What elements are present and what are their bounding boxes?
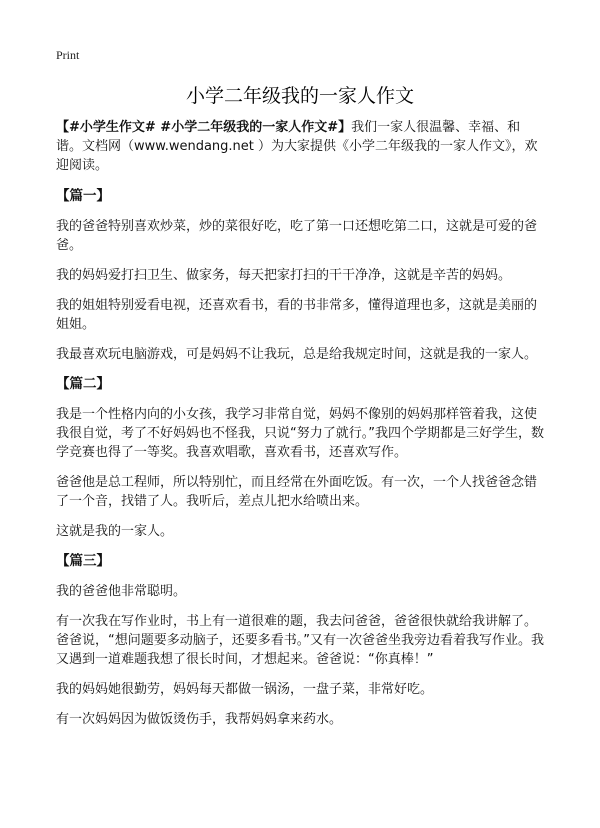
paragraph: 有一次妈妈因为做饭烫伤手，我帮妈妈拿来药水。 — [56, 712, 343, 727]
paragraph: 我的姐姐特别爱看电视，还喜欢看书，看的书非常多，懂得道理也多，这就是美丽的姐姐。 — [56, 298, 538, 332]
print-label: Print — [56, 48, 80, 62]
intro-paragraph — [56, 118, 544, 175]
section-heading: 【篇三】 — [56, 553, 110, 569]
paragraph: 我的妈妈她很勤劳，妈妈每天都做一锅汤，一盘子菜，非常好吃。 — [56, 682, 434, 697]
document-title: 小学二年级我的一家人作文 — [185, 85, 414, 107]
paragraph: 我的爸爸特别喜欢炒菜，炒的菜很好吃，吃了第一口还想吃第二口，这就是可爱的爸爸。 — [56, 219, 538, 253]
paragraph: 我的爸爸他非常聪明。 — [56, 584, 187, 599]
paragraph: 我是一个性格内向的小女孩，我学习非常自觉，妈妈不像别的妈妈那样管着我，这使我很自觉，考了不好妈妈也不怪我，只说“努力了就行。”我四个学期都是三好学生，数学竞赛也得了一等奖。我喜欢唱歌，喜欢看书，还喜欢写作。 — [56, 407, 544, 460]
paragraph: 爸爸他是总工程师，所以特别忙，而且经常在外面吃饭。有一次，一个人找爸爸念错了一个音，找错了人。我听后，差点儿把水给喷出来。 — [56, 475, 538, 509]
intro-tag: 【#小学生作文# #小学二年级我的一家人作文#】 — [56, 120, 352, 135]
section-1 — [56, 187, 544, 364]
section-heading: 【篇二】 — [56, 376, 110, 392]
section-heading: 【篇一】 — [56, 188, 110, 204]
paragraph: 这就是我的一家人。 — [56, 524, 174, 539]
section-3 — [56, 552, 544, 729]
intro-text: 我们一家人很温馨、幸福、和谐。文档网（www.wendang.net ）为大家提供《小学二年级我的一家人作文》，欢迎阅读。 — [56, 120, 538, 173]
paragraph: 有一次我在写作业时，书上有一道很难的题，我去问爸爸，爸爸很快就给我讲解了。爸爸说，“想问题要多动脑子，还要多看书。”又有一次爸爸坐我旁边看着我写作业。我又遇到一道难题我想了很长时间，才想起来。爸爸说：“你真棒！” — [56, 614, 544, 667]
section-2 — [56, 375, 544, 541]
paragraph: 我的妈妈爱打扫卫生、做家务，每天把家打扫的干干净净，这就是辛苦的妈妈。 — [56, 268, 512, 283]
paragraph: 我最喜欢玩电脑游戏，可是妈妈不让我玩，总是给我规定时间，这就是我的一家人。 — [56, 347, 538, 362]
